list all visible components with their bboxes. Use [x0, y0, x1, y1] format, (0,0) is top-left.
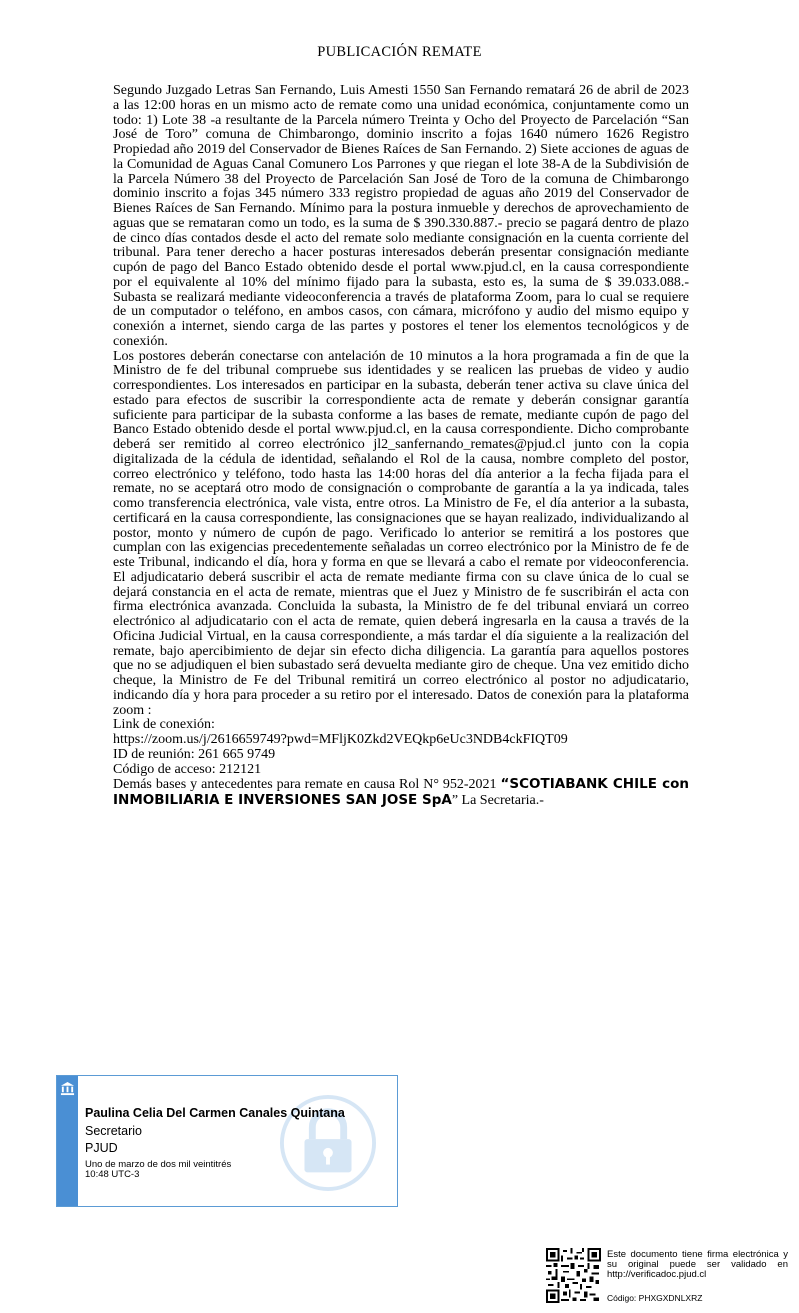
paragraph-auction-details: Segundo Juzgado Letras San Fernando, Luis Amesti 1550 San Fernando rematará 26 de abril de 2023 a las 12:00 horas en un mismo acto de remate como una unidad económica, conjuntamente como un todo: 1) Lote 38 -a resultante de la Parcela número Treinta y Ocho del Proyecto de Parcelación “San José de Toro” comuna de Chimbarongo, dominio inscrito a fojas 1640 número 1626 Registro Propiedad año 2019 del Conservador de Bienes Raíces de San Fernando. 2) Siete acciones de aguas de la Comunidad de Aguas Canal Comunero Los Parrones y que riegan el lote 38-A de la Subdivisión de la Parcela Número 38 del Proyecto de Parcelación San José de Toro de la comuna de Chimbarongo dominio inscrito a fojas 345 número 333 registro propiedad de aguas año 2019 del Conservador de Bienes Raíces de San Fernando. Mínimo para la postura inmueble y derechos de aprovechamiento de aguas que se remataran como un todo, es la suma de $ 390.330.887.- precio se pagará dentro de plazo de cinco días contados desde el acto del remate solo mediante consignación en la cuenta corriente del tribunal. Para tener derecho a hacer posturas interesados deberán presentar consignación mediante cupón de pago del Banco Estado obtenido desde el portal www.pjud.cl, en la causa correspondiente por el equivalente al 10% del mínimo fijado para la subasta, esto es, la suma de $ 39.033.088.- Subasta se realizará mediante videoconferencia a través de plataforma Zoom, para lo cual se requiere de un computador o teléfono, en ambos casos, con cámara, micrófono y audio del mismo equipo y conexión a internet, siendo carga de las partes y postores el tener los elementos tecnológicos y de conexión. — [113, 83, 689, 349]
signature-accent-bar — [57, 1076, 78, 1206]
document-body — [113, 84, 689, 809]
signer-role: Secretario — [85, 1124, 142, 1138]
verification-text: Este documento tiene firma electrónica y su original puede ser validado en http://verificadoc.pjud.cl — [607, 1249, 788, 1280]
verification-code: Código: PHXGXDNLXRZ — [607, 1293, 703, 1303]
qr-code-icon — [546, 1248, 601, 1303]
signer-name: Paulina Celia Del Carmen Canales Quintana — [85, 1106, 345, 1120]
signer-organization: PJUD — [85, 1141, 118, 1155]
signature-box — [56, 1075, 398, 1207]
paragraph-bidder-instructions: Los postores deberán conectarse con antelación de 10 minutos a la hora programada a fin de que la Ministro de fe del tribunal compruebe sus identidades y se realicen las pruebas de video y audio correspondientes. Los interesados en participar en la subasta, deberán tener activa su clave única del estado para efectos de suscribir la correspondiente acta de remate y deberán consignar garantía suficiente para participar de la subasta conforme a las bases de remate, mediante cupón de pago del Banco Estado obtenido desde el portal www.pjud.cl, en la causa correspondiente. Dicho comprobante deberá ser remitido al correo electrónico jl2_sanfernando_remates@pjud.cl junto con la copia digitalizada de la cédula de identidad, señalando el Rol de la causa, nombre completo del postor, correo electrónico y teléfono, todo hasta las 14:00 horas del día anterior a la fecha fijada para el remate, no se aceptará otro modo de consignación o comprobante de garantía a la ya indicada, tales como transferencia electrónica, vale vista, entre otros. La Ministro de Fe, el día anterior a la subasta, certificará en la causa correspondiente, las consignaciones que se hayan realizado, individualizando al postor, monto y número de cupón de pago. Verificado lo anterior se remitirá a los postores que cumplan con las exigencias precedentemente señaladas un correo electrónico por la Ministro de fe de este Tribunal, indicando el día, hora y forma en que se llevará a cabo el remate por videoconferencia. El adjudicatario deberá suscribir el acta de remate mediante firma con su clave única de lo cual se dejará constancia en el acta de remate, mientras que el Juez y Ministro de fe suscribirán el acta con firma electrónica avanzada. Concluida la subasta, la Ministro de fe del tribunal enviará un correo electrónico al adjudicatario con el acta de remate, quien deberá ingresarla en la causa a través de la Oficina Judicial Virtual, en la causa correspondiente, a más tardar el día siguiente a la realización del remate, bajo apercibimiento de dejar sin efecto dicha diligencia. La garantía para aquellos postores que no se adjudiquen el bien subastado será devuelta mediante giro de cheque. Una vez emitido dicho cheque, la Ministro de Fe del Tribunal remitirá un correo electrónico al postor no adjudicatario, indicando día y hora para proceder a su retiro por el interesado. Datos de conexión para la plataforma zoom : — [113, 348, 689, 718]
signature-time: 10:48 UTC-3 — [85, 1169, 140, 1180]
zoom-link-url[interactable]: https://zoom.us/j/2616659749?pwd=MFljK0Zkd2VEQkp6eUc3NDB4ckFIQT09 — [113, 732, 568, 747]
meeting-id: ID de reunión: 261 665 9749 — [113, 746, 276, 762]
closing-prefix: Demás bases y antecedentes para remate en causa Rol N° 952-2021 — [113, 777, 497, 793]
signature-details — [85, 1106, 345, 1180]
closing-paragraph — [113, 777, 689, 809]
page-title: PUBLICACIÓN REMATE — [317, 44, 482, 60]
zoom-link-label: Link de conexión: — [113, 717, 215, 733]
signature-date: Uno de marzo de dos mil veintitrés — [85, 1159, 232, 1170]
courthouse-icon — [60, 1081, 75, 1096]
closing-suffix: ” La Secretaria.- — [451, 793, 544, 808]
case-title: “SCOTIABANK CHILE con INMOBILIARIA E INVERSIONES SAN JOSE SpA — [113, 776, 689, 808]
access-code: Código de acceso: 212121 — [113, 761, 262, 777]
